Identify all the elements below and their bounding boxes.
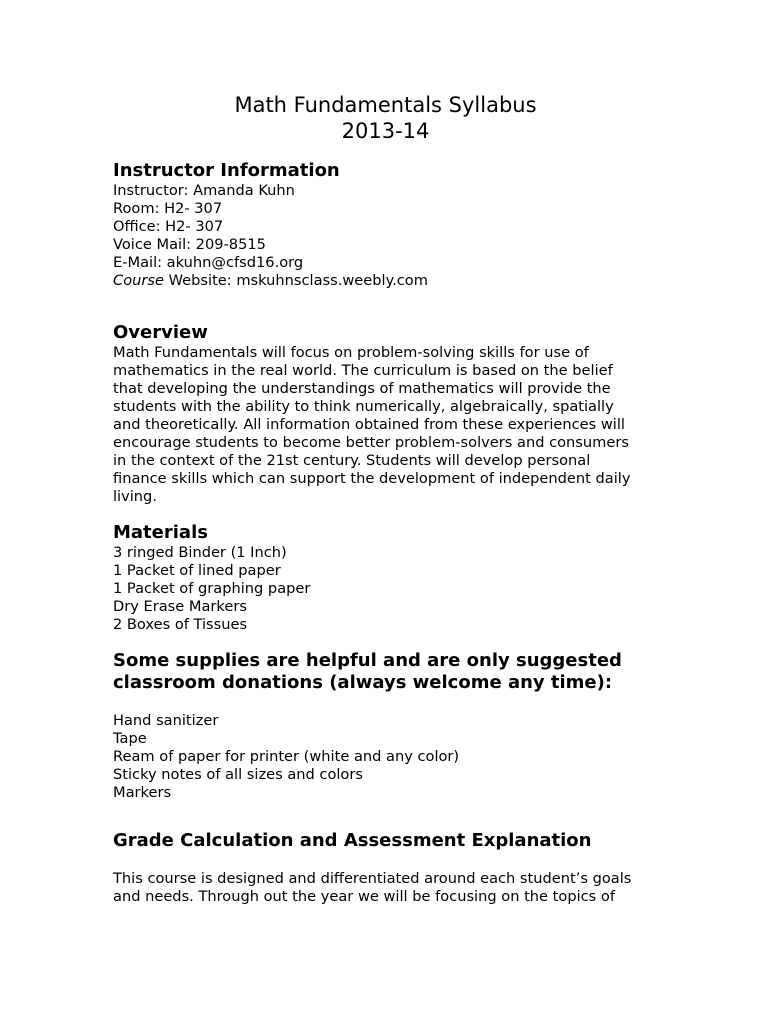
materials-item: 1 Packet of graphing paper	[113, 580, 311, 597]
website-text: Website: mskuhnsclass.weebly.com	[163, 272, 428, 289]
overview-line: that developing the understandings of mathematics will provide the	[113, 380, 611, 397]
grade-paragraph	[113, 870, 658, 906]
supplies-heading-line-2: classroom donations (always welcome any time):	[113, 672, 613, 693]
materials-item: 1 Packet of lined paper	[113, 562, 281, 579]
overview-line: encourage students to become better problem-solvers and consumers	[113, 434, 629, 451]
materials-item: 2 Boxes of Tissues	[113, 616, 248, 633]
document-title: Math Fundamentals Syllabus	[234, 93, 537, 117]
supplies-section	[113, 650, 658, 802]
overview-line: and theoretically. All information obtained from these experiences will	[113, 416, 625, 433]
grade-line: This course is designed and differentiated around each student’s goals	[113, 870, 632, 887]
grade-heading: Grade Calculation and Assessment Explanation	[113, 830, 592, 851]
supplies-list	[113, 712, 658, 802]
overview-line: living.	[113, 488, 157, 505]
materials-item: 3 ringed Binder (1 Inch)	[113, 544, 287, 561]
overview-paragraph	[113, 344, 658, 506]
instructor-email: E-Mail: akuhn@cfsd16.org	[113, 254, 304, 271]
materials-item: Dry Erase Markers	[113, 598, 247, 615]
instructor-voicemail: Voice Mail: 209-8515	[113, 236, 266, 253]
materials-heading: Materials	[113, 522, 208, 543]
instructor-website	[113, 272, 658, 290]
supplies-heading-line-1: Some supplies are helpful and are only suggested	[113, 650, 622, 671]
instructor-office: Office: H2- 307	[113, 218, 224, 235]
document-year: 2013-14	[341, 119, 430, 143]
overview-line: in the context of the 21st century. Students will develop personal	[113, 452, 591, 469]
document-page	[113, 92, 658, 906]
supplies-item: Markers	[113, 784, 172, 801]
overview-line: Math Fundamentals will focus on problem-solving skills for use of	[113, 344, 589, 361]
instructor-section	[113, 160, 658, 290]
supplies-item: Ream of paper for printer (white and any color)	[113, 748, 460, 765]
grade-line: and needs. Through out the year we will be focusing on the topics of	[113, 888, 615, 905]
overview-section	[113, 322, 658, 506]
instructor-name: Instructor: Amanda Kuhn	[113, 182, 295, 199]
grade-section	[113, 830, 658, 906]
overview-heading: Overview	[113, 322, 208, 343]
overview-line: finance skills which can support the development of independent daily	[113, 470, 631, 487]
website-course-label: Course	[113, 272, 164, 289]
instructor-room: Room: H2- 307	[113, 200, 223, 217]
overview-line: students with the ability to think numerically, algebraically, spatially	[113, 398, 614, 415]
materials-section	[113, 522, 658, 634]
supplies-item: Sticky notes of all sizes and colors	[113, 766, 363, 783]
overview-line: mathematics in the real world. The curriculum is based on the belief	[113, 362, 613, 379]
supplies-item: Hand sanitizer	[113, 712, 219, 729]
instructor-heading: Instructor Information	[113, 160, 340, 181]
supplies-item: Tape	[113, 730, 147, 747]
